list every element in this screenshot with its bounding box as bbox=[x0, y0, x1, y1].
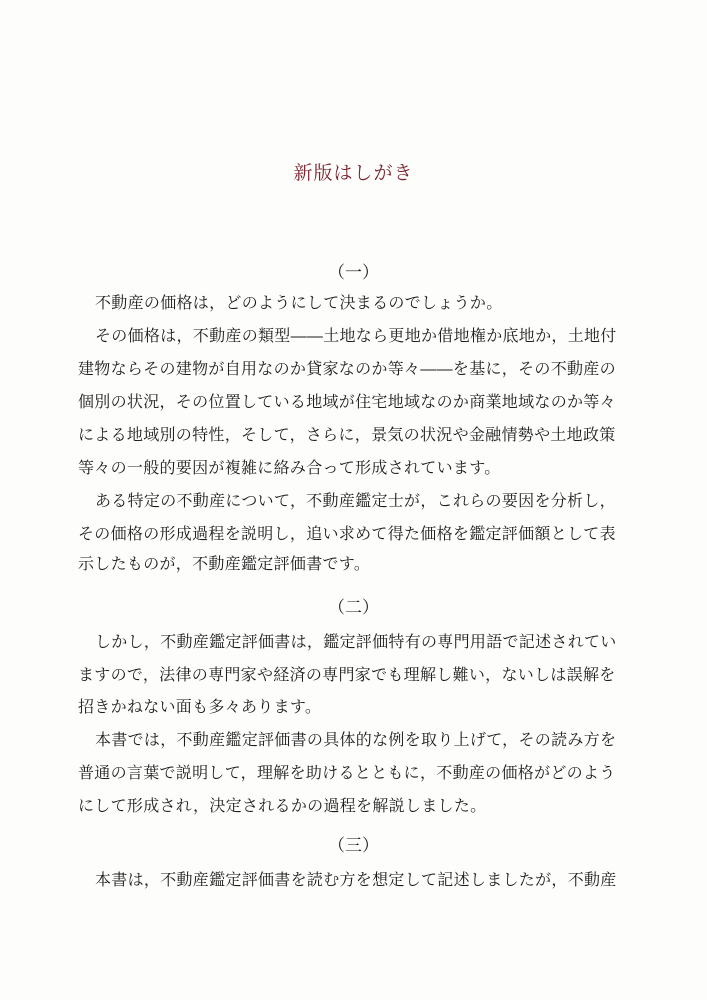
paragraph-line: その価格の形成過程を説明し，追い求めて得た価格を鑑定評価額として表 bbox=[78, 524, 616, 543]
paragraph-line: 不動産の価格は，どのようにして決まるのでしょうか。 bbox=[95, 293, 503, 312]
paragraph-line: ますので，法律の専門家や経済の専門家でも理解し難い，ないしは誤解を bbox=[78, 665, 616, 684]
page-title: 新版はしがき bbox=[293, 162, 414, 184]
paragraph-line: 招きかねない面も多々あります。 bbox=[78, 697, 322, 716]
paragraph-line: しかし，不動産鑑定評価書は，鑑定評価特有の専門用語で記述されてい bbox=[95, 632, 617, 651]
paragraph-line: 普通の言葉で説明して，理解を助けるとともに，不動産の価格がどのよう bbox=[78, 763, 616, 782]
paragraph-line: 個別の状況，その位置している地域が住宅地域なのか商業地域なのか等々 bbox=[78, 392, 616, 411]
paragraph-line: 建物ならその建物が自用なのか貸家なのか等々――を基に，その不動産の bbox=[78, 359, 616, 378]
paragraph-line: 本書は，不動産鑑定評価書を読む方を想定して記述しましたが，不動産 bbox=[95, 870, 617, 889]
paragraph-line: にして形成され，決定されるかの過程を解説しました。 bbox=[78, 796, 487, 815]
paragraph-line: 等々の一般的要因が複雑に絡み合って形成されています。 bbox=[78, 458, 501, 477]
section-heading-1: （一） bbox=[328, 263, 379, 283]
paragraph-line: 示したものが，不動産鑑定評価書です。 bbox=[78, 554, 371, 573]
section-heading-3: （三） bbox=[328, 836, 379, 856]
paragraph-line: ある特定の不動産について，不動産鑑定士が，これらの要因を分析し， bbox=[95, 491, 616, 510]
paragraph-line: その価格は，不動産の類型――土地なら更地か借地権か底地か，土地付 bbox=[95, 326, 617, 345]
paragraph-line: 本書では，不動産鑑定評価書の具体的な例を取り上げて，その読み方を bbox=[95, 730, 617, 749]
section-heading-2: （二） bbox=[328, 598, 379, 618]
paragraph-line: による地域別の特性，そして，さらに，景気の状況や金融情勢や土地政策 bbox=[78, 425, 616, 444]
